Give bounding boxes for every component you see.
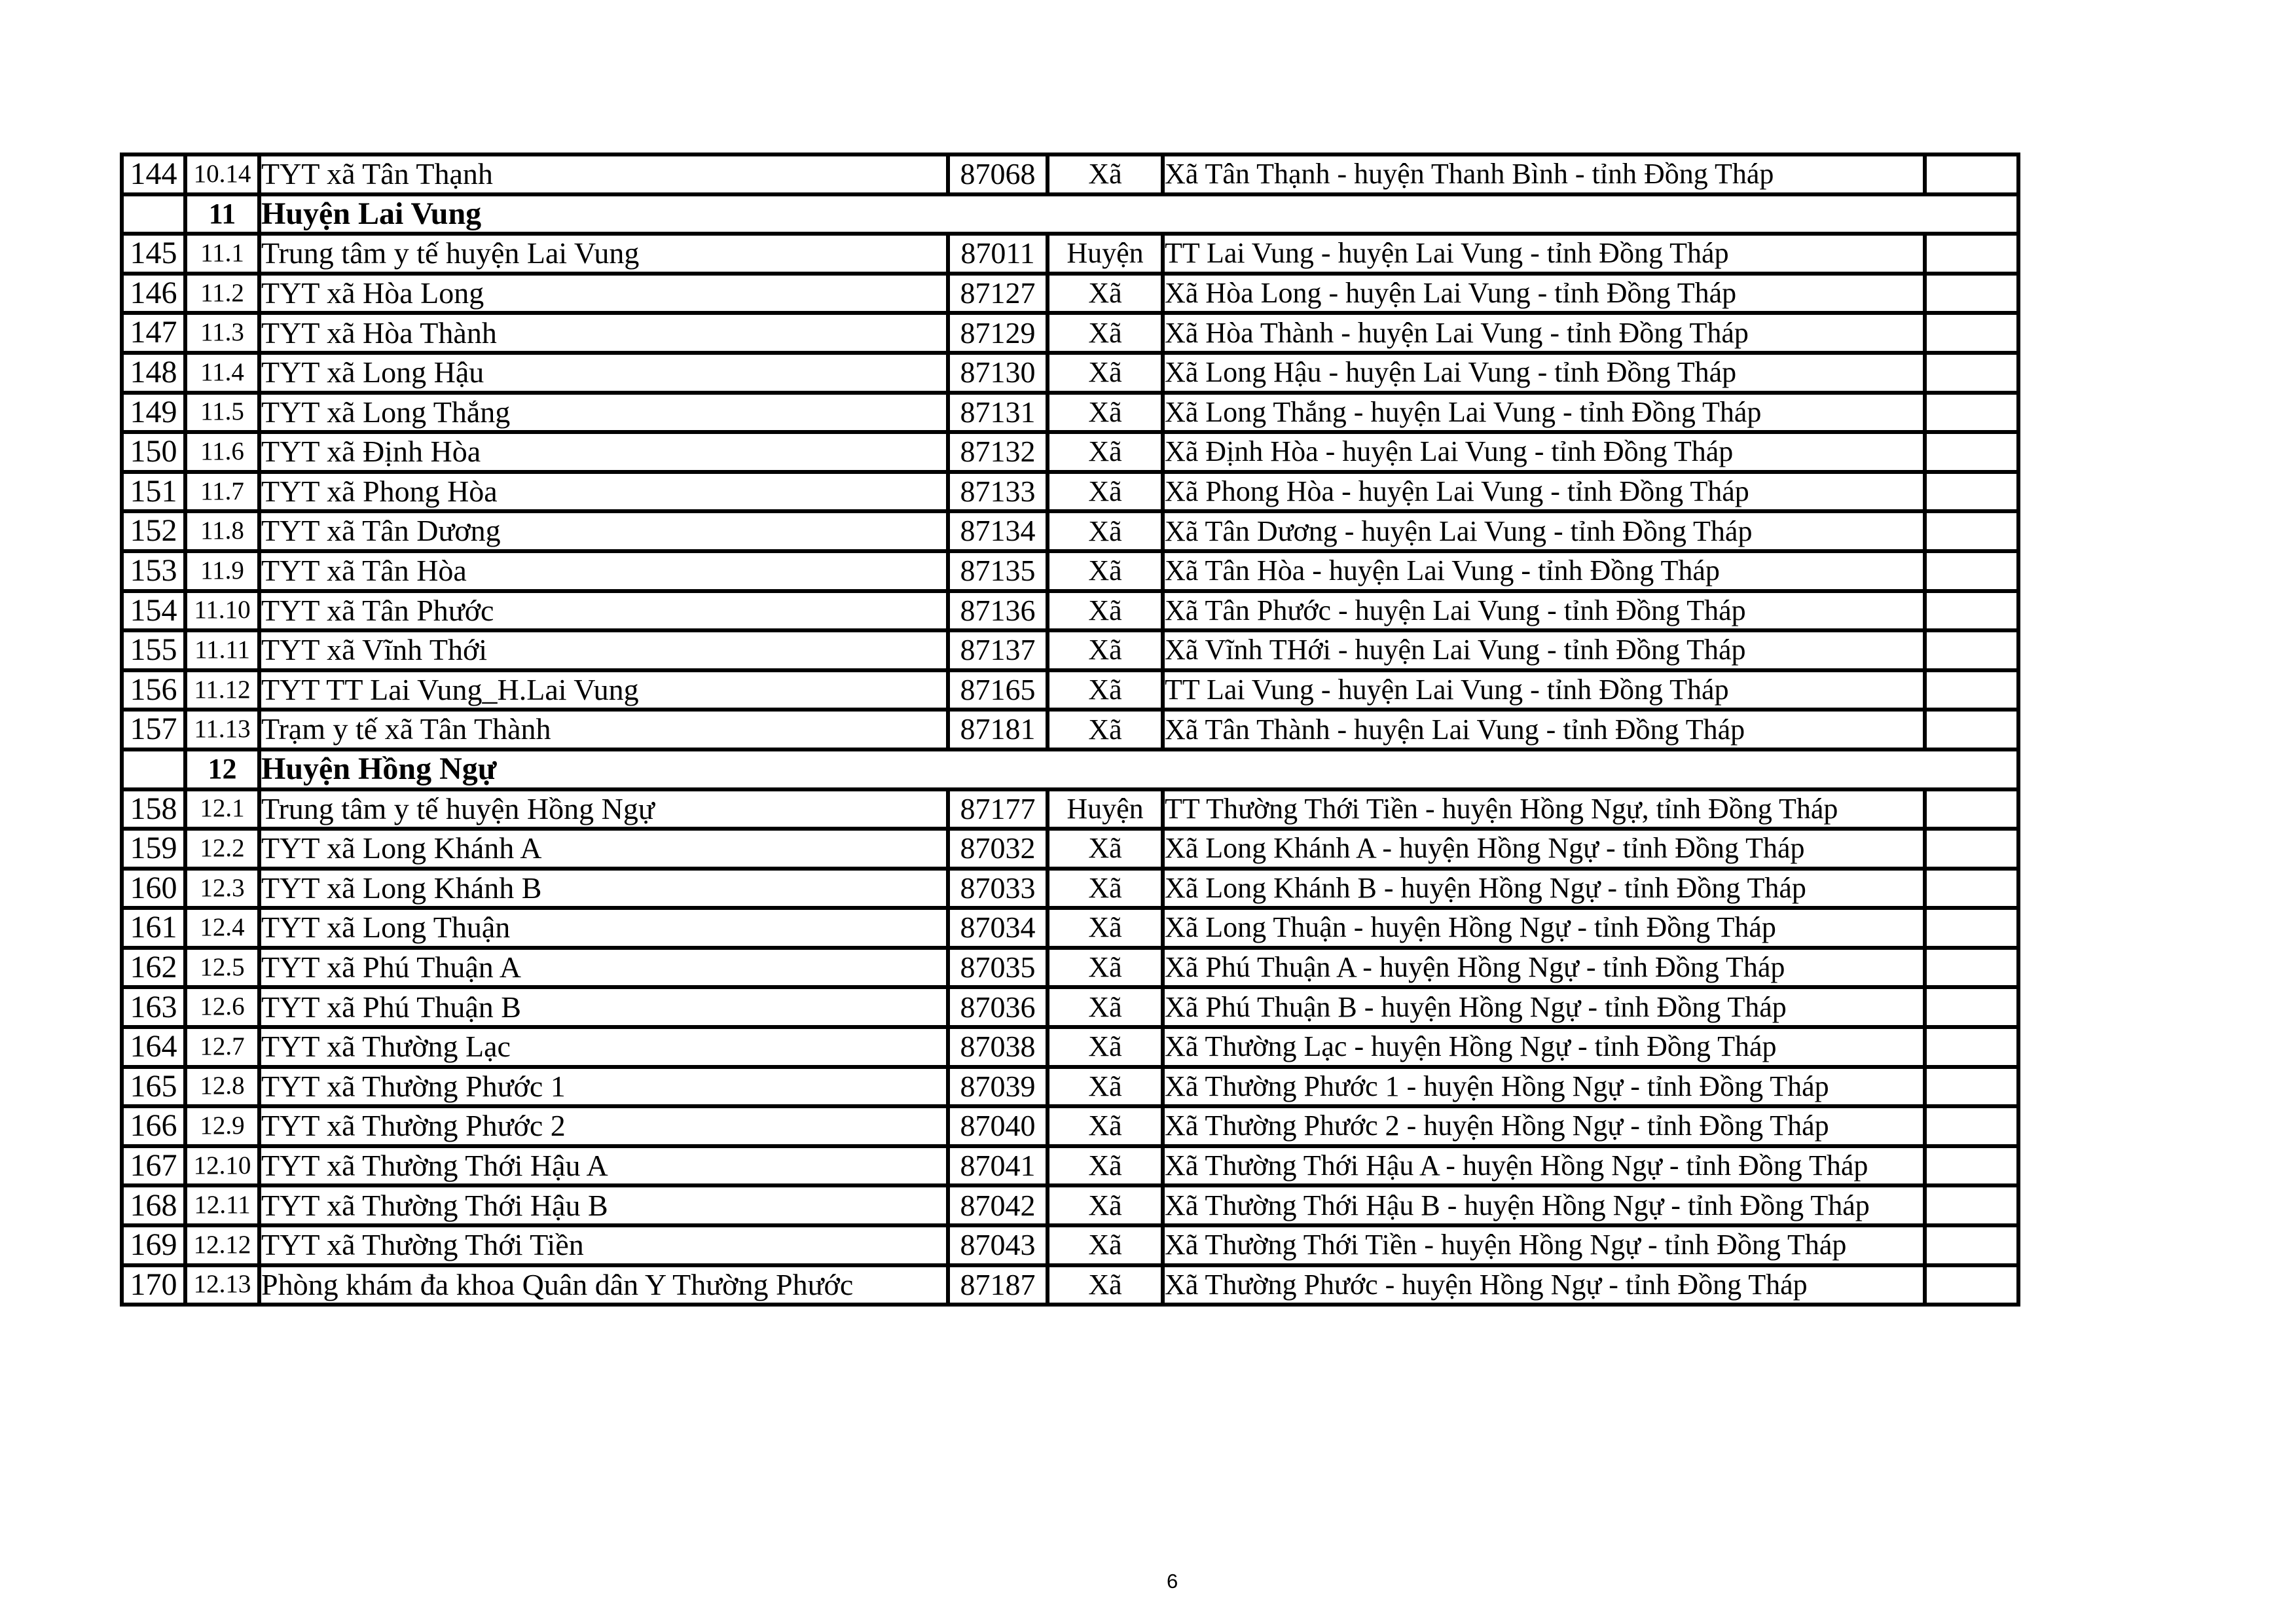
cell-extra [1925,1027,2018,1067]
cell-sub: 12.11 [185,1185,259,1225]
cell-name: Huyện Hồng Ngự [259,749,2018,789]
cell-name: TYT xã Long Thắng [259,393,948,433]
cell-address: Xã Thường Lạc - huyện Hồng Ngự - tỉnh Đồng Tháp [1163,1027,1925,1067]
cell-address: TT Lai Vung - huyện Lai Vung - tỉnh Đồng Tháp [1163,670,1925,710]
cell-address: Xã Tân Dương - huyện Lai Vung - tỉnh Đồng Tháp [1163,511,1925,551]
cell-code: 87036 [948,987,1048,1027]
cell-extra [1925,710,2018,749]
cell-type: Xã [1048,1225,1163,1265]
cell-name: TYT xã Phong Hòa [259,472,948,512]
cell-type: Xã [1048,908,1163,948]
cell-name: TYT xã Thường Thới Hậu A [259,1146,948,1186]
cell-no: 148 [122,353,185,393]
cell-extra [1925,948,2018,988]
cell-no: 152 [122,511,185,551]
cell-name: TYT xã Hòa Thành [259,313,948,353]
cell-extra [1925,789,2018,829]
cell-address: Xã Thường Phước 1 - huyện Hồng Ngự - tỉnh Đồng Tháp [1163,1067,1925,1107]
table-row [122,630,2018,670]
cell-name: TYT xã Tân Phước [259,591,948,631]
cell-code: 87035 [948,948,1048,988]
cell-type: Xã [1048,630,1163,670]
cell-name: TYT xã Tân Thạnh [259,154,948,194]
cell-extra [1925,154,2018,194]
cell-type: Xã [1048,1027,1163,1067]
table-row [122,948,2018,988]
cell-type: Huyện [1048,234,1163,274]
section-row [122,749,2018,789]
cell-type: Xã [1048,1067,1163,1107]
cell-type: Xã [1048,948,1163,988]
page-number: 6 [1167,1570,1178,1593]
cell-address: Xã Định Hòa - huyện Lai Vung - tỉnh Đồng Tháp [1163,432,1925,472]
cell-code: 87032 [948,829,1048,869]
cell-no: 157 [122,710,185,749]
cell-type: Xã [1048,710,1163,749]
cell-address: Xã Tân Hòa - huyện Lai Vung - tỉnh Đồng Tháp [1163,551,1925,591]
cell-name: TYT xã Phú Thuận A [259,948,948,988]
table-row [122,1067,2018,1107]
cell-code: 87136 [948,591,1048,631]
cell-sub: 12.5 [185,948,259,988]
cell-type: Xã [1048,670,1163,710]
cell-name: Trung tâm y tế huyện Lai Vung [259,234,948,274]
cell-address: Xã Thường Thới Tiền - huyện Hồng Ngự - tỉnh Đồng Tháp [1163,1225,1925,1265]
cell-code: 87133 [948,472,1048,512]
cell-no [122,749,185,789]
cell-code: 87011 [948,234,1048,274]
table-row [122,1185,2018,1225]
cell-no: 150 [122,432,185,472]
cell-name: TYT xã Long Hậu [259,353,948,393]
cell-no: 144 [122,154,185,194]
table-row [122,313,2018,353]
cell-name: TYT xã Hòa Long [259,274,948,314]
cell-extra [1925,908,2018,948]
cell-extra [1925,670,2018,710]
cell-no: 156 [122,670,185,710]
cell-type: Xã [1048,1106,1163,1146]
table-row [122,511,2018,551]
cell-name: TYT xã Vĩnh Thới [259,630,948,670]
cell-type: Xã [1048,353,1163,393]
cell-address: Xã Tân Thạnh - huyện Thanh Bình - tỉnh Đồng Tháp [1163,154,1925,194]
cell-no: 155 [122,630,185,670]
cell-type: Xã [1048,432,1163,472]
health-facility-table-body [122,154,2018,1305]
cell-no: 153 [122,551,185,591]
cell-code: 87165 [948,670,1048,710]
cell-extra [1925,353,2018,393]
cell-type: Xã [1048,154,1163,194]
cell-sub: 12.10 [185,1146,259,1186]
cell-no: 170 [122,1265,185,1305]
cell-code: 87068 [948,154,1048,194]
table-row [122,551,2018,591]
table-row [122,393,2018,433]
cell-no: 161 [122,908,185,948]
cell-address: Xã Thường Phước 2 - huyện Hồng Ngự - tỉnh Đồng Tháp [1163,1106,1925,1146]
cell-code: 87177 [948,789,1048,829]
cell-no: 158 [122,789,185,829]
cell-type: Xã [1048,313,1163,353]
cell-no: 154 [122,591,185,631]
cell-type: Xã [1048,829,1163,869]
cell-no: 164 [122,1027,185,1067]
cell-type: Xã [1048,1185,1163,1225]
cell-name: Phòng khám đa khoa Quân dân Y Thường Phước [259,1265,948,1305]
cell-extra [1925,1225,2018,1265]
cell-code: 87043 [948,1225,1048,1265]
cell-extra [1925,274,2018,314]
table-row [122,1027,2018,1067]
table-row [122,908,2018,948]
cell-name: Trung tâm y tế huyện Hồng Ngự [259,789,948,829]
cell-sub: 12.1 [185,789,259,829]
cell-no: 168 [122,1185,185,1225]
cell-type: Huyện [1048,789,1163,829]
cell-extra [1925,1185,2018,1225]
cell-code: 87187 [948,1265,1048,1305]
cell-no: 146 [122,274,185,314]
cell-no: 159 [122,829,185,869]
table-row [122,472,2018,512]
cell-code: 87137 [948,630,1048,670]
cell-sub: 12.3 [185,869,259,909]
cell-extra [1925,1067,2018,1107]
table-row [122,234,2018,274]
cell-no: 147 [122,313,185,353]
table-row [122,1265,2018,1305]
table-row [122,1106,2018,1146]
cell-code: 87132 [948,432,1048,472]
cell-no: 160 [122,869,185,909]
cell-sub: 11.8 [185,511,259,551]
cell-type: Xã [1048,591,1163,631]
table-row [122,789,2018,829]
cell-name: TYT xã Định Hòa [259,432,948,472]
cell-code: 87135 [948,551,1048,591]
cell-sub: 12 [185,749,259,789]
cell-no: 169 [122,1225,185,1265]
cell-name: TYT xã Tân Dương [259,511,948,551]
table-row [122,1146,2018,1186]
cell-sub: 12.13 [185,1265,259,1305]
cell-address: Xã Long Thắng - huyện Lai Vung - tỉnh Đồng Tháp [1163,393,1925,433]
cell-extra [1925,393,2018,433]
cell-type: Xã [1048,472,1163,512]
cell-code: 87181 [948,710,1048,749]
cell-sub: 11.10 [185,591,259,631]
cell-sub: 11 [185,194,259,234]
table-row [122,432,2018,472]
cell-address: Xã Hòa Long - huyện Lai Vung - tỉnh Đồng Tháp [1163,274,1925,314]
cell-name: TYT xã Long Khánh B [259,869,948,909]
cell-extra [1925,551,2018,591]
cell-sub: 10.14 [185,154,259,194]
table-row [122,670,2018,710]
cell-type: Xã [1048,274,1163,314]
cell-name: TYT xã Long Thuận [259,908,948,948]
cell-name: TYT TT Lai Vung_H.Lai Vung [259,670,948,710]
cell-address: Xã Phong Hòa - huyện Lai Vung - tỉnh Đồng Tháp [1163,472,1925,512]
table-row [122,353,2018,393]
cell-sub: 12.7 [185,1027,259,1067]
cell-sub: 11.3 [185,313,259,353]
cell-code: 87034 [948,908,1048,948]
table-row [122,829,2018,869]
cell-address: Xã Hòa Thành - huyện Lai Vung - tỉnh Đồng Tháp [1163,313,1925,353]
cell-extra [1925,1146,2018,1186]
cell-sub: 12.2 [185,829,259,869]
cell-address: Xã Thường Phước - huyện Hồng Ngự - tỉnh Đồng Tháp [1163,1265,1925,1305]
cell-address: TT Thường Thới Tiền - huyện Hồng Ngự, tỉnh Đồng Tháp [1163,789,1925,829]
cell-sub: 11.4 [185,353,259,393]
cell-extra [1925,234,2018,274]
cell-code: 87040 [948,1106,1048,1146]
cell-name: TYT xã Thường Thới Tiền [259,1225,948,1265]
cell-address: Xã Long Thuận - huyện Hồng Ngự - tỉnh Đồng Tháp [1163,908,1925,948]
cell-address: Xã Long Khánh B - huyện Hồng Ngự - tỉnh Đồng Tháp [1163,869,1925,909]
cell-sub: 11.5 [185,393,259,433]
cell-name: TYT xã Thường Phước 1 [259,1067,948,1107]
cell-address: TT Lai Vung - huyện Lai Vung - tỉnh Đồng Tháp [1163,234,1925,274]
cell-code: 87033 [948,869,1048,909]
cell-name: Huyện Lai Vung [259,194,2018,234]
cell-address: Xã Phú Thuận A - huyện Hồng Ngự - tỉnh Đồng Tháp [1163,948,1925,988]
health-facility-table [120,153,2020,1307]
cell-no [122,194,185,234]
cell-name: TYT xã Long Khánh A [259,829,948,869]
cell-extra [1925,511,2018,551]
cell-type: Xã [1048,869,1163,909]
cell-address: Xã Phú Thuận B - huyện Hồng Ngự - tỉnh Đồng Tháp [1163,987,1925,1027]
table-row [122,869,2018,909]
cell-extra [1925,987,2018,1027]
cell-sub: 11.2 [185,274,259,314]
cell-type: Xã [1048,987,1163,1027]
cell-code: 87129 [948,313,1048,353]
cell-sub: 11.1 [185,234,259,274]
cell-code: 87127 [948,274,1048,314]
cell-sub: 11.12 [185,670,259,710]
cell-address: Xã Thường Thới Hậu B - huyện Hồng Ngự - tỉnh Đồng Tháp [1163,1185,1925,1225]
cell-extra [1925,472,2018,512]
cell-address: Xã Long Khánh A - huyện Hồng Ngự - tỉnh Đồng Tháp [1163,829,1925,869]
cell-sub: 12.4 [185,908,259,948]
table-row [122,154,2018,194]
table-row [122,710,2018,749]
cell-sub: 12.9 [185,1106,259,1146]
cell-address: Xã Tân Phước - huyện Lai Vung - tỉnh Đồng Tháp [1163,591,1925,631]
cell-name: TYT xã Tân Hòa [259,551,948,591]
cell-sub: 12.12 [185,1225,259,1265]
cell-code: 87042 [948,1185,1048,1225]
cell-no: 163 [122,987,185,1027]
cell-name: Trạm y tế xã Tân Thành [259,710,948,749]
cell-no: 151 [122,472,185,512]
cell-address: Xã Thường Thới Hậu A - huyện Hồng Ngự - tỉnh Đồng Tháp [1163,1146,1925,1186]
cell-extra [1925,1265,2018,1305]
cell-type: Xã [1048,1265,1163,1305]
cell-sub: 12.6 [185,987,259,1027]
cell-no: 166 [122,1106,185,1146]
cell-sub: 11.6 [185,432,259,472]
cell-extra [1925,591,2018,631]
cell-type: Xã [1048,511,1163,551]
cell-type: Xã [1048,551,1163,591]
cell-extra [1925,829,2018,869]
cell-name: TYT xã Thường Lạc [259,1027,948,1067]
section-row [122,194,2018,234]
cell-name: TYT xã Phú Thuận B [259,987,948,1027]
table-row [122,987,2018,1027]
cell-extra [1925,432,2018,472]
cell-address: Xã Vĩnh THới - huyện Lai Vung - tỉnh Đồng Tháp [1163,630,1925,670]
cell-sub: 11.7 [185,472,259,512]
cell-code: 87131 [948,393,1048,433]
cell-extra [1925,313,2018,353]
cell-sub: 11.9 [185,551,259,591]
table-row [122,1225,2018,1265]
cell-address: Xã Tân Thành - huyện Lai Vung - tỉnh Đồng Tháp [1163,710,1925,749]
cell-address: Xã Long Hậu - huyện Lai Vung - tỉnh Đồng Tháp [1163,353,1925,393]
cell-no: 165 [122,1067,185,1107]
table-row [122,274,2018,314]
cell-type: Xã [1048,1146,1163,1186]
cell-type: Xã [1048,393,1163,433]
cell-name: TYT xã Thường Phước 2 [259,1106,948,1146]
cell-no: 149 [122,393,185,433]
table-row [122,591,2018,631]
cell-extra [1925,1106,2018,1146]
cell-extra [1925,630,2018,670]
cell-sub: 11.13 [185,710,259,749]
cell-sub: 12.8 [185,1067,259,1107]
cell-code: 87039 [948,1067,1048,1107]
cell-code: 87041 [948,1146,1048,1186]
cell-no: 162 [122,948,185,988]
cell-no: 167 [122,1146,185,1186]
cell-sub: 11.11 [185,630,259,670]
cell-extra [1925,869,2018,909]
cell-no: 145 [122,234,185,274]
cell-code: 87038 [948,1027,1048,1067]
cell-name: TYT xã Thường Thới Hậu B [259,1185,948,1225]
cell-code: 87134 [948,511,1048,551]
cell-code: 87130 [948,353,1048,393]
